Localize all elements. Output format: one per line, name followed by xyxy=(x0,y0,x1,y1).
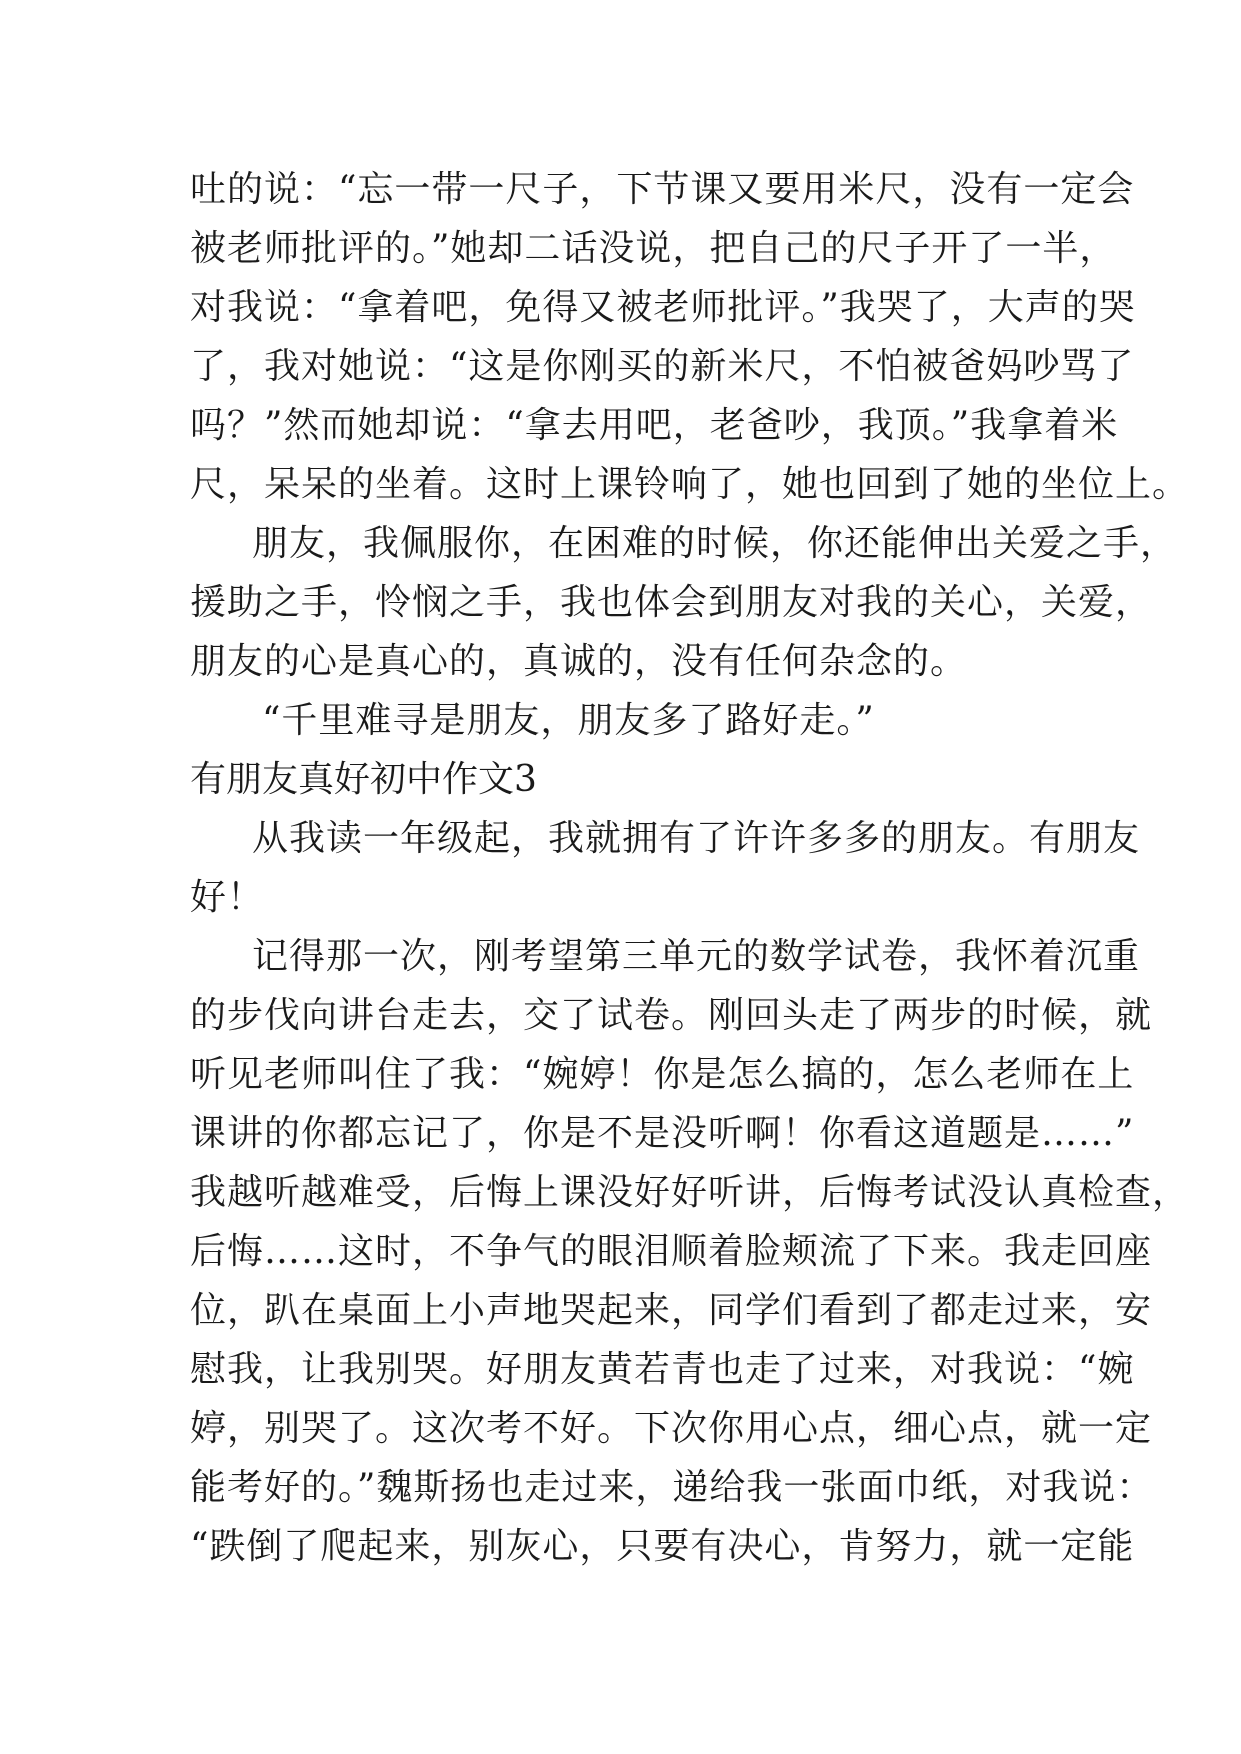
text-line: 对我说：“拿着吧，免得又被老师批评。”我哭了，大声的哭 xyxy=(190,287,1136,328)
text-line: 婷，别哭了。这次考不好。下次你用心点，细心点，就一定 xyxy=(190,1408,1153,1449)
text-line: 朋友，我佩服你，在困难的时候，你还能伸出关爱之手， xyxy=(252,523,1178,564)
document-body xyxy=(190,160,1190,1576)
text-line: 能考好的。”魏斯扬也走过来，递给我一张面巾纸，对我说： xyxy=(190,1467,1154,1508)
text-line: “跌倒了爬起来，别灰心，只要有决心，肯努力，就一定能 xyxy=(190,1526,1135,1567)
text-line: 记得那一次，刚考望第三单元的数学试卷，我怀着沉重 xyxy=(252,936,1141,977)
text-line: 后悔……这时，不争气的眼泪顺着脸颊流了下来。我走回座 xyxy=(190,1231,1153,1272)
text-line: 朋友的心是真心的，真诚的，没有任何杂念的。 xyxy=(190,641,968,682)
section-heading: 有朋友真好初中作文3 xyxy=(190,759,537,800)
text-line: 从我读一年级起，我就拥有了许许多多的朋友。有朋友 xyxy=(252,818,1141,859)
text-line: 援助之手，怜悯之手，我也体会到朋友对我的关心，关爱， xyxy=(190,582,1153,623)
text-line: 课讲的你都忘记了，你是不是没听啊！你看这道题是……” xyxy=(190,1113,1135,1154)
text-line: 好！ xyxy=(190,877,265,918)
text-line: 慰我，让我别哭。好朋友黄若青也走了过来，对我说：“婉 xyxy=(190,1349,1135,1390)
text-line: 的步伐向讲台走去，交了试卷。刚回头走了两步的时候，就 xyxy=(190,995,1153,1036)
text-line: 被老师批评的。”她却二话没说，把自己的尺子开了一半， xyxy=(190,228,1117,269)
text-line: 位，趴在桌面上小声地哭起来，同学们看到了都走过来，安 xyxy=(190,1290,1153,1331)
text-line: 尺，呆呆的坐着。这时上课铃响了，她也回到了她的坐位上。 xyxy=(190,464,1190,505)
text-line: 吐的说：“忘一带一尺子，下节课又要用米尺，没有一定会 xyxy=(190,169,1135,210)
text-line: 听见老师叫住了我：“婉婷！你是怎么搞的，怎么老师在上 xyxy=(190,1054,1135,1095)
text-line: 吗？”然而她却说：“拿去用吧，老爸吵，我顶。”我拿着米 xyxy=(190,405,1119,446)
text-line: 了，我对她说：“这是你刚买的新米尺，不怕被爸妈吵骂了 xyxy=(190,346,1135,387)
quote-line: “千里难寻是朋友，朋友多了路好走。” xyxy=(262,700,875,741)
text-line: 我越听越难受，后悔上课没好好听讲，后悔考试没认真检查， xyxy=(190,1172,1190,1213)
